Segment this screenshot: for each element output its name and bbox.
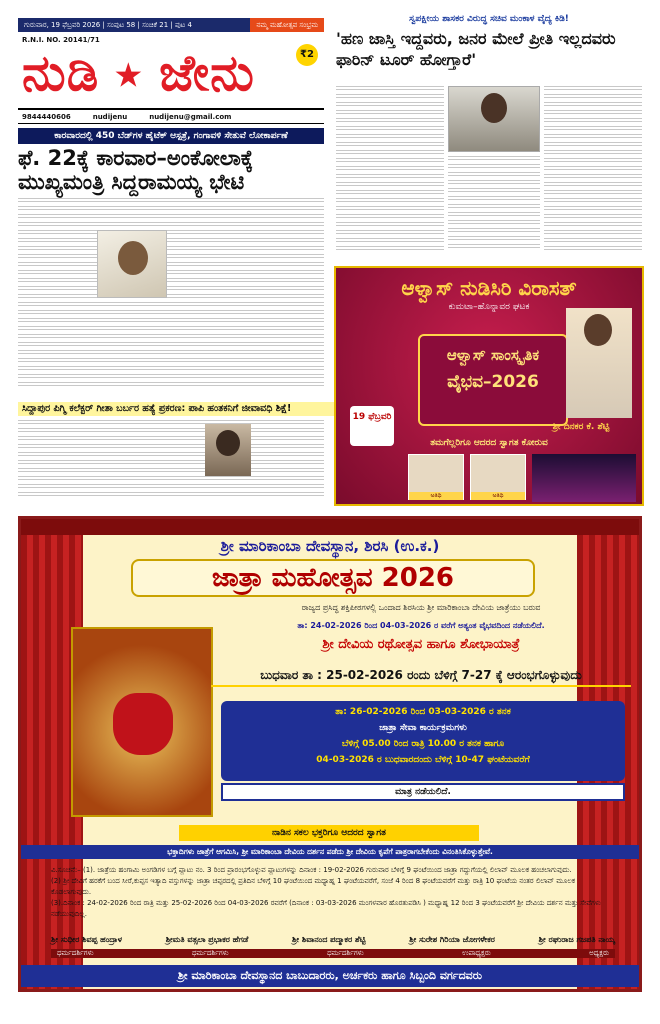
alvas-guest-label-2: ಅತಿಥಿ <box>471 492 525 500</box>
email-address: nudijenu@gmail.com <box>149 113 232 121</box>
role-1: ಧರ್ಮದರ್ಶಿಗಳು <box>57 949 94 957</box>
lead-article-body <box>18 198 324 394</box>
festival-intro: ರಾಜ್ಯದ ಪ್ರಸಿದ್ಧ ಶಕ್ತಿಪೀಠಗಳಲ್ಲಿ ಒಂದಾದ ಶಿರಸಿಯ ಶ್ರೀ ಮಾರಿಕಾಂಬಾ ದೇವಿಯ ಜಾತ್ರೆಯು ಬರುವ <box>301 603 541 612</box>
temple-festival-advertisement <box>18 516 642 992</box>
seva-schedule-box <box>221 701 625 781</box>
minister-kicker: ಸ್ವಪಕ್ಷೀಯ ಶಾಸಕರ ವಿರುದ್ಧ ಸಚಿವ ಮಂಕಾಳ ವೈದ್ಯ ಕಿಡಿ! <box>409 14 569 24</box>
phone-number: 9844440606 <box>22 113 71 121</box>
seva-hours: ಬೆಳಿಗ್ಗೆ 05.00 ರಿಂದ ರಾತ್ರಿ 10.00 ರ ತನಕ ಹಾಗೂ <box>341 739 505 749</box>
topbar-tag: ನಮ್ಮ ಮಹೋತ್ಸವ ಸಂಭ್ರಮ <box>250 18 324 32</box>
temple-name: ಶ್ರೀ ಮಾರಿಕಾಂಬಾ ದೇವಸ್ಥಾನ, ಶಿರಸಿ (ಉ.ಕ.) <box>220 537 440 555</box>
alvas-host-photo <box>566 308 632 418</box>
seva-dates: ತಾ: 26-02-2026 ರಿಂದ 03-03-2026 ರ ತನಕ <box>335 707 511 717</box>
role-4: ಉಪಾಧ್ಯಕ್ಷರು <box>462 949 491 957</box>
festival-dates: ತಾ: 24-02-2026 ರಿಂದ 04-03-2026 ರ ವರೆಗೆ ಅತ್ಯಂತ ವೈಭವದಿಂದ ನಡೆಯಲಿದೆ. <box>297 621 545 630</box>
notice-2: (2) ಶ್ರೀ ದೇವಿಗೆ ಹರಕೆಗೆ ಬಂದ ಸೀರೆ,ಕುಪ್ಪಸ ಇತ್ಯಾದಿ ವಸ್ತುಗಳನ್ನು ಜಾತ್ರಾ ಚಪ್ಪರದಲ್ಲಿ ಪ್ರತಿದಿನ ಬೆಳಿಗ್ಗೆ 10 ಘಂಟೆಯಿಂದ ಮಧ್ಯಾಹ್ನ 1 ಘಂಟೆಯವರೆಗೆ, ಸಂಜೆ 4 ರಿಂದ 8 ಘಂಟೆಯವರೆಗೆ ಮತ್ತು ರಾತ್ರಿ 10 ಘಂಟೆಯ ನಂತರ ಲಿಲಾವ್ ಮೂಲಕ ಕೊಡಲಾಗುವುದು. <box>51 877 576 896</box>
alvas-advertisement <box>334 266 644 506</box>
rni-number: R.N.I. NO. 20141/71 <box>22 36 100 44</box>
role-5: ಅಧ್ಯಕ್ಷರು <box>589 949 609 957</box>
accused-photo <box>205 424 251 476</box>
notice-1: ವಿ.ಸೂಚನೆ:– (1). ಜಾತ್ರೆಯ ಹಂಗಾಮಿ ಅಂಗಡಿಗಳ ಬಗ್ಗೆ ಪ್ಲಾಟು ನಂ. 3 ರಿಂದ ಪ್ರಾರಂಭಗೊಳ್ಳುವ ಪ್ಲಾಟುಗಳನ್ನು ದಿನಾಂಕ : 19-02-2026 ಗುರುವಾರ ಬೆಳಿಗ್ಗೆ 9 ಘಂಟೆಯಿಂದ ಜಾತ್ರಾ ಗದ್ದುಗೆಯಲ್ಲಿ ಲಿಲಾವ್ ಮೂಲಕ ಹಂಚಲಾಗುವುದು. <box>51 866 572 874</box>
role-2: ಧರ್ಮದರ್ಶಿಗಳು <box>192 949 229 957</box>
social-handle: nudijenu <box>92 113 128 121</box>
issue-info: ಗುರುವಾರ, 19 ಫೆಬ್ರವರಿ 2026 | ಸಂಪುಟ 58 | ಸಂಚಿಕೆ 21 | ಪುಟ 4 <box>24 21 192 29</box>
chief-minister-photo <box>97 230 167 298</box>
alvas-banner-line-1: ಆಳ್ವಾಸ್ ಸಾಂಸ್ಕೃತಿಕ <box>446 346 540 364</box>
seva-title: ಜಾತ್ರಾ ಸೇವಾ ಕಾರ್ಯಕ್ರಮಗಳು <box>379 723 467 733</box>
alvas-subtitle: ಕುಮಟಾ–ಹೊನ್ನಾವರ ಘಟಕ <box>448 302 530 312</box>
rathotsava-time: ಬುಧವಾರ ತಾ : 25-02-2026 ರಂದು ಬೆಳಿಗ್ಗೆ 7-27 ಕ್ಕೆ ಆರಂಭಗೊಳ್ಳುವುದು <box>211 663 631 687</box>
alvas-invite: ತಮಗೆಲ್ಲರಿಗೂ ಆದರದ ಸ್ವಾಗತ ಕೋರುವ <box>430 438 548 448</box>
newspaper-name: ನುಡಿ ⭑ ಜೇನು <box>22 44 255 102</box>
welcome-banner: ನಾಡಿನ ಸಕಲ ಭಕ್ತರಿಗೂ ಆದರದ ಸ್ವಾಗತ <box>179 825 479 841</box>
roles-row <box>51 949 615 958</box>
alvas-banner <box>418 334 568 426</box>
festival-title: ಜಾತ್ರಾ ಮಹೋತ್ಸವ 2026 <box>131 559 535 597</box>
temple-footer: ಶ್ರೀ ಮಾರಿಕಾಂಬಾ ದೇವಸ್ಥಾನದ ಬಾಬುದಾರರು, ಅರ್ಚಕರು ಹಾಗೂ ಸಿಬ್ಬಂದಿ ವರ್ಗದವರು <box>21 965 639 987</box>
alvas-title: ಆಳ್ವಾಸ್ ನುಡಿಸಿರಿ ವಿರಾಸತ್ <box>401 276 577 300</box>
minister-article-col-2 <box>448 156 540 258</box>
lead-kicker: ಕಾರವಾರದಲ್ಲಿ 450 ಬೆಡ್‌ಗಳ ಹೈಟೆಕ್ ಆಸ್ಪತ್ರೆ, ಗಂಗಾವಳಿ ಸೇತುವೆ ಲೋಕಾರ್ಪಣೆ <box>18 128 324 144</box>
alvas-guest-photo-2 <box>470 454 526 500</box>
alvas-host-name: ಶ್ರೀ ದಿನಕರ ಕೆ. ಶೆಟ್ಟಿ <box>552 422 610 432</box>
seva-note: ಮಾತ್ರ ನಡೆಯಲಿದೆ. <box>221 783 625 801</box>
alvas-date-badge: 19 ಫೆಬ್ರವರಿ <box>350 406 394 446</box>
price-badge: ₹2 <box>296 44 318 66</box>
seva-final-day: 04-03-2026 ರ ಬುಧವಾರದಂದು ಬೆಳಿಗ್ಗೆ 10-47 ಘಂಟೆಯವರೆಗೆ <box>316 755 530 765</box>
devotee-invitation: ಭಕ್ತಾದಿಗಳು ಜಾತ್ರೆಗೆ ಆಗಮಿಸಿ, ಶ್ರೀ ಮಾರಿಕಾಂಬಾ ದೇವಿಯ ದರ್ಶನ ಪಡೆದು ಶ್ರೀ ದೇವಿಯ ಕೃಪೆಗೆ ಪಾತ್ರರಾಗಬೇಕೆಂದು ವಿನಂತಿಸಿಕೊಳ್ಳುತ್ತೇವೆ. <box>21 845 639 859</box>
officials-row <box>51 935 615 945</box>
minister-photo <box>448 86 540 152</box>
second-headline: ಸಿದ್ದಾಪುರ ಪಿಗ್ಮಿ ಕಲೆಕ್ಟರ್ ಗೀತಾ ಬರ್ಬರ ಹತ್ಯೆ ಪ್ರಕರಣ: ಪಾಪಿ ಹಂತಕನಿಗೆ ಜೀವಾವಧಿ ಶಿಕ್ಷೆ! <box>18 402 334 416</box>
notice-section <box>51 865 615 920</box>
top-band <box>21 519 639 535</box>
deity-image <box>71 627 213 817</box>
notice-3: (3).ದಿನಾಂಕ : 24-02-2026 ರಿಂದ ರಾತ್ರಿ ಮತ್ತು 25-02-2026 ರಿಂದ 04-03-2026 ರವರೆಗೆ (ದಿನಾಂಕ : 03-03-2026 ಮಂಗಳವಾರ ಹೊರತುಪಡಿಸಿ ) ಮಧ್ಯಾಹ್ನ 12 ರಿಂದ 3 ಘಂಟೆಯವರೆಗೆ ಶ್ರೀ ದೇವಿಯ ದರ್ಶನ ಮತ್ತು ಸೇವೆಗಳು ನಡೆಯುವುದಿಲ್ಲ. <box>51 899 601 918</box>
lead-headline: ಫೆ. 22ಕ್ಕೆ ಕಾರವಾರ–ಅಂಕೋಲಾಕ್ಕೆ ಮುಖ್ಯಮಂತ್ರಿ ಸಿದ್ದರಾಮಯ್ಯ ಭೇಟಿ <box>18 146 254 194</box>
alvas-stage-photo <box>532 454 636 502</box>
rathotsava-heading: ಶ್ರೀ ದೇವಿಯ ರಥೋತ್ಸವ ಹಾಗೂ ಶೋಭಾಯಾತ್ರೆ <box>322 637 520 652</box>
official-3: ಶ್ರೀ ಶಿವಾನಂದ ಪದ್ಮಾಕರ ಶೆಟ್ಟಿ <box>292 935 366 944</box>
official-1: ಶ್ರೀ ಸುಧೀರ ಶಿವಪ್ಪ ಹಂದ್ರಾಳ <box>51 935 122 944</box>
alvas-guest-label-1: ಅತಿಥಿ <box>409 492 463 500</box>
role-3: ಧರ್ಮದರ್ಶಿಗಳು <box>327 949 364 957</box>
minister-article-col-3 <box>544 86 642 258</box>
second-article-body <box>18 420 324 504</box>
newspaper-logo <box>22 42 318 104</box>
minister-headline: 'ಹಣ ಜಾಸ್ತಿ ಇದ್ದವರು, ಜನರ ಮೇಲೆ ಪ್ರೀತಿ ಇಲ್ಲದವರು ಫಾರಿನ್ ಟೂರ್ ಹೋಗ್ತಾರೆ' <box>336 29 616 69</box>
alvas-guest-photo-1 <box>408 454 464 500</box>
official-4: ಶ್ರೀ ಸುರೇಶ ಗಿರಿಯಾ ಜೋಗಳೇಕರ <box>409 935 495 944</box>
official-2: ಶ್ರೀಮತಿ ವತ್ಸಲಾ ಪ್ರಭಾಕರ ಹೆಗಡೆ <box>165 935 249 944</box>
alvas-banner-line-2: ವೈಭವ–2026 <box>447 372 539 392</box>
minister-article-col-1 <box>336 86 444 258</box>
contact-bar <box>18 108 324 124</box>
official-5: ಶ್ರೀ ರಘುರಾಜ ಗಜಪತಿ ನಾಯ್ಕ <box>538 935 615 944</box>
masthead-topbar <box>18 18 324 32</box>
